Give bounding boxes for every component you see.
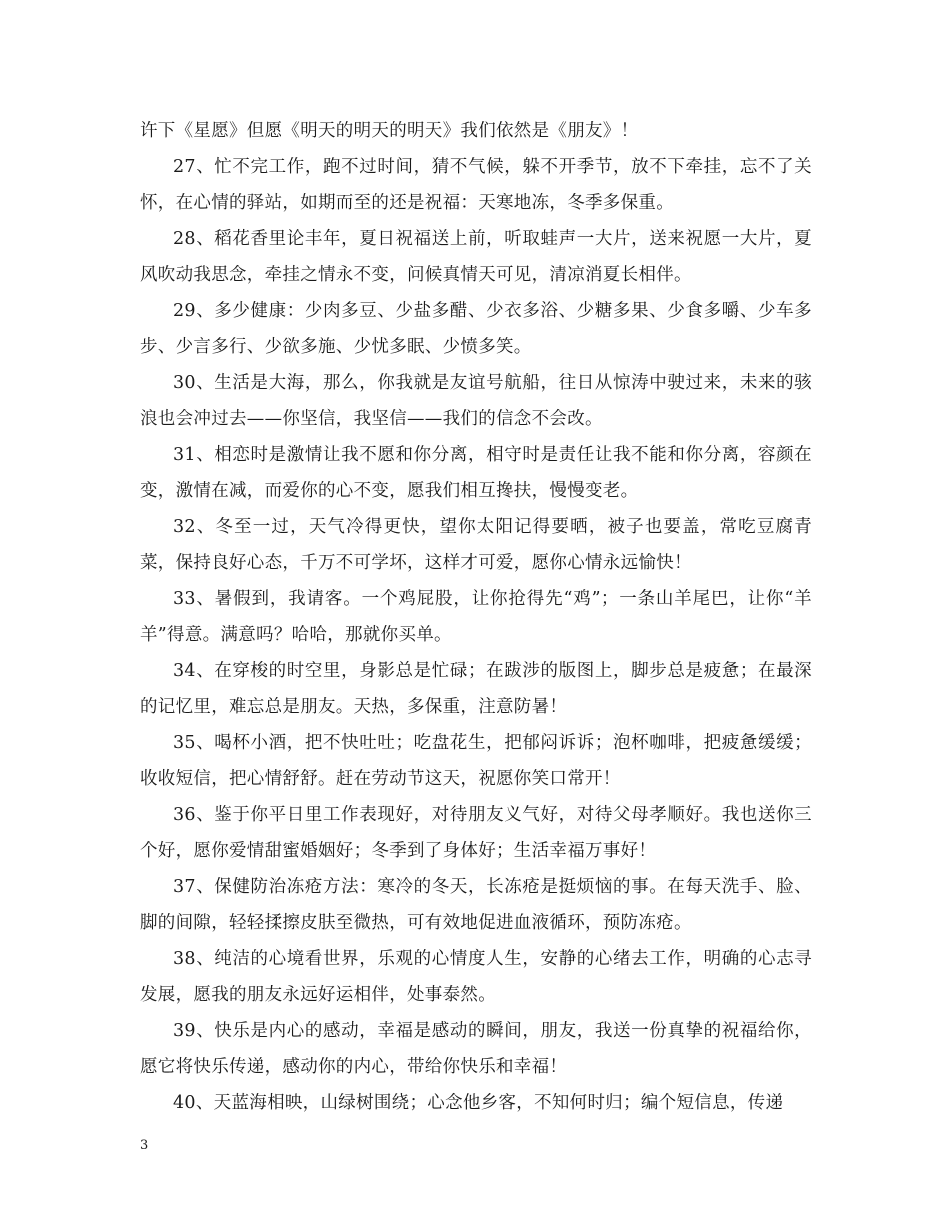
paragraph-item-37: 37、保健防治冻疮方法：寒冷的冬天，长冻疮是挺烦恼的事。在每天洗手、脸、脚的间隙，轻轻揉擦皮肤至微热，可有效地促进血液循环，预防冻疮。 <box>140 877 812 933</box>
paragraph-item-29: 29、多少健康：少肉多豆、少盐多醋、少衣多浴、少糖多果、少食多嚼、少车多步、少言多行、少欲多施、少忧多眠、少愤多笑。 <box>140 301 812 357</box>
paragraph-item-36: 36、鉴于你平日里工作表现好，对待朋友义气好，对待父母孝顺好。我也送你三个好，愿你爱情甜蜜婚姻好；冬季到了身体好；生活幸福万事好！ <box>140 805 812 861</box>
paragraph-item-31: 31、相恋时是激情让我不愿和你分离，相守时是责任让我不能和你分离，容颜在变，激情在减，而爱你的心不变，愿我们相互搀扶，慢慢变老。 <box>140 445 812 501</box>
page-body <box>140 113 812 1121</box>
paragraph-item-34: 34、在穿梭的时空里，身影总是忙碌；在跋涉的版图上，脚步总是疲惫；在最深的记忆里，难忘总是朋友。天热，多保重，注意防暑！ <box>140 661 812 717</box>
paragraph-item-27: 27、忙不完工作，跑不过时间，猜不气候，躲不开季节，放不下牵挂，忘不了关怀，在心情的驿站，如期而至的还是祝福：天寒地冻，冬季多保重。 <box>140 157 812 213</box>
paragraph-item-33: 33、暑假到，我请客。一个鸡屁股，让你抢得先“鸡”；一条山羊尾巴，让你“羊羊”得意。满意吗？哈哈，那就你买单。 <box>140 589 812 645</box>
paragraph-item-32: 32、冬至一过，天气冷得更快，望你太阳记得要晒，被子也要盖，常吃豆腐青菜，保持良好心态，千万不可学坏，这样才可爱，愿你心情永远愉快！ <box>140 517 812 573</box>
paragraph-item-30: 30、生活是大海，那么，你我就是友谊号航船，往日从惊涛中驶过来，未来的骇浪也会冲过去——你坚信，我坚信——我们的信念不会改。 <box>140 373 812 429</box>
paragraph-item-38: 38、纯洁的心境看世界，乐观的心情度人生，安静的心绪去工作，明确的心志寻发展，愿我的朋友永远好运相伴，处事泰然。 <box>140 949 812 1005</box>
paragraph-continuation: 许下《星愿》但愿《明天的明天的明天》我们依然是《朋友》！ <box>140 121 639 141</box>
page-number: 3 <box>140 1138 149 1153</box>
paragraph-item-40: 40、天蓝海相映，山绿树围绕；心念他乡客，不知何时归；编个短信息，传递 <box>173 1093 784 1113</box>
paragraph-item-28: 28、稻花香里论丰年，夏日祝福送上前，听取蛙声一大片，送来祝愿一大片，夏风吹动我思念，牵挂之情永不变，问候真情天可见，清凉消夏长相伴。 <box>140 229 812 285</box>
paragraph-item-35: 35、喝杯小酒，把不快吐吐；吃盘花生，把郁闷诉诉；泡杯咖啡，把疲惫缓缓；收收短信，把心情舒舒。赶在劳动节这天，祝愿你笑口常开！ <box>140 733 812 789</box>
paragraph-item-39: 39、快乐是内心的感动，幸福是感动的瞬间，朋友，我送一份真挚的祝福给你，愿它将快乐传递，感动你的内心，带给你快乐和幸福！ <box>140 1021 812 1077</box>
